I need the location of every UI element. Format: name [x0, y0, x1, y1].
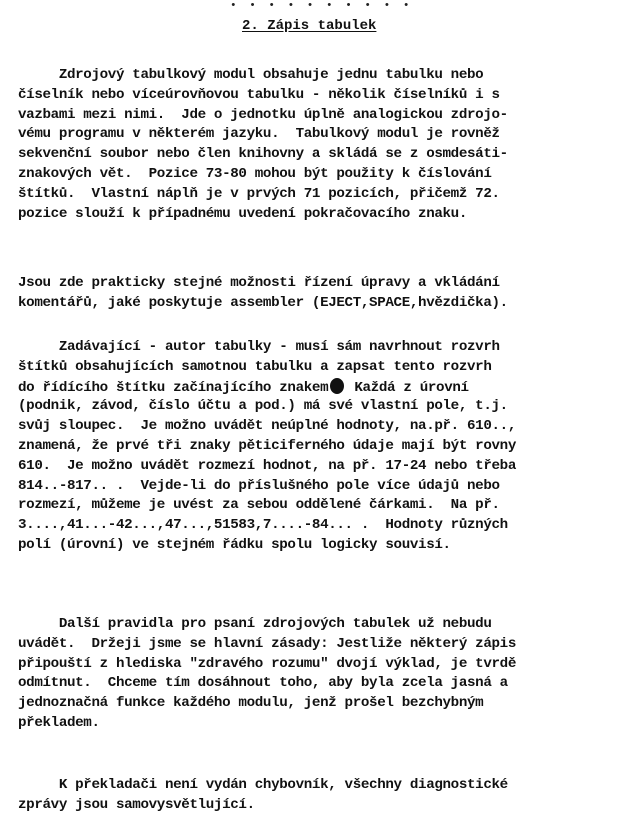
text-line: Jsou zde prakticky stejné možnosti řízení úpravy a vkládání [18, 275, 500, 291]
text-line: připouští z hlediska "zdravého rozumu" dvojí výklad, je tvrdě [18, 655, 516, 672]
paragraph-4 [18, 615, 623, 734]
text-line: štítků obsahujících samotnou tabulku a zapsat tento rozvrh [18, 358, 492, 375]
text-line: svůj sloupec. Je možno uvádět neúplné hodnoty, na.př. 610.., [18, 418, 516, 435]
header-dots: • • • • • • • • • • [230, 0, 413, 12]
text-line: vému programu v některém jazyku. Tabulkový modul je rovněž [18, 126, 500, 143]
text-line: komentářů, jaké poskytuje assembler (EJECT,SPACE,hvězdička). [18, 294, 508, 311]
ink-blot-icon [330, 378, 344, 394]
text-line: 814..-817.. . Vejde-li do příslušného pole více údajů nebo [18, 477, 500, 494]
text-line: polí (úrovní) ve stejném řádku spolu logicky souvisí. [18, 536, 451, 553]
text-line: 610. Je možno uvádět rozmezí hodnot, na př. 17-24 nebo třeba [18, 457, 516, 474]
text-line: uvádět. Držeji jsme se hlavní zásady: Jestliže některý zápis [18, 635, 516, 652]
text-line-start: do řídícího štítku začínajícího znakem [18, 379, 329, 396]
paragraph-5 [18, 776, 623, 816]
text-line: rozmezí, můžeme je uvést za sebou oddělené čárkami. Na př. [18, 497, 500, 514]
text-line: štítků. Vlastní náplň je v prvých 71 pozicích, přičemž 72. [18, 185, 500, 202]
text-line: překladem. [18, 714, 100, 731]
paragraph-2 [18, 274, 623, 314]
text-line: jednoznačná funkce každého modulu, jenž prošel bezchybným [18, 695, 484, 712]
text-line: vazbami mezi nimi. Jde o jednotku úplně analogickou zdrojo- [18, 106, 508, 123]
text-line-with-blot [18, 378, 623, 398]
text-line: Zdrojový tabulkový modul obsahuje jednu tabulku nebo [18, 67, 484, 83]
text-line-tail: Každá z úrovní [346, 379, 469, 396]
paragraph-3 [18, 338, 623, 556]
text-line: zprávy jsou samovysvětlující. [18, 796, 255, 813]
section-heading: 2. Zápis tabulek [242, 18, 377, 34]
text-line: (podnik, závod, číslo účtu a pod.) má své vlastní pole, t.j. [18, 398, 508, 415]
text-line: znakových vět. Pozice 73-80 mohou být použity k číslování [18, 165, 492, 182]
text-line: znamená, že prvé tři znaky pěticiferného údaje mají být rovny [18, 437, 516, 454]
text-line: sekvenční soubor nebo člen knihovny a skládá se z osmdesáti- [18, 146, 508, 163]
text-line: Zadávající - autor tabulky - musí sám navrhnout rozvrh [18, 339, 500, 355]
paragraph-1 [18, 66, 623, 224]
text-line: pozice slouží k případnému uvedení pokračovacího znaku. [18, 205, 468, 222]
text-line: 3....,41...-42...,47...,51583,7....-84... . Hodnoty různých [18, 517, 508, 534]
text-line: číselník nebo víceúrovňovou tabulku - několik číselníků i s [18, 86, 500, 103]
text-line: K překladači není vydán chybovník, všechny diagnostické [18, 777, 508, 793]
text-line: odmítnut. Chceme tím dosáhnout toho, aby byla zcela jasná a [18, 675, 508, 692]
text-line: Další pravidla pro psaní zdrojových tabulek už nebudu [18, 616, 492, 632]
